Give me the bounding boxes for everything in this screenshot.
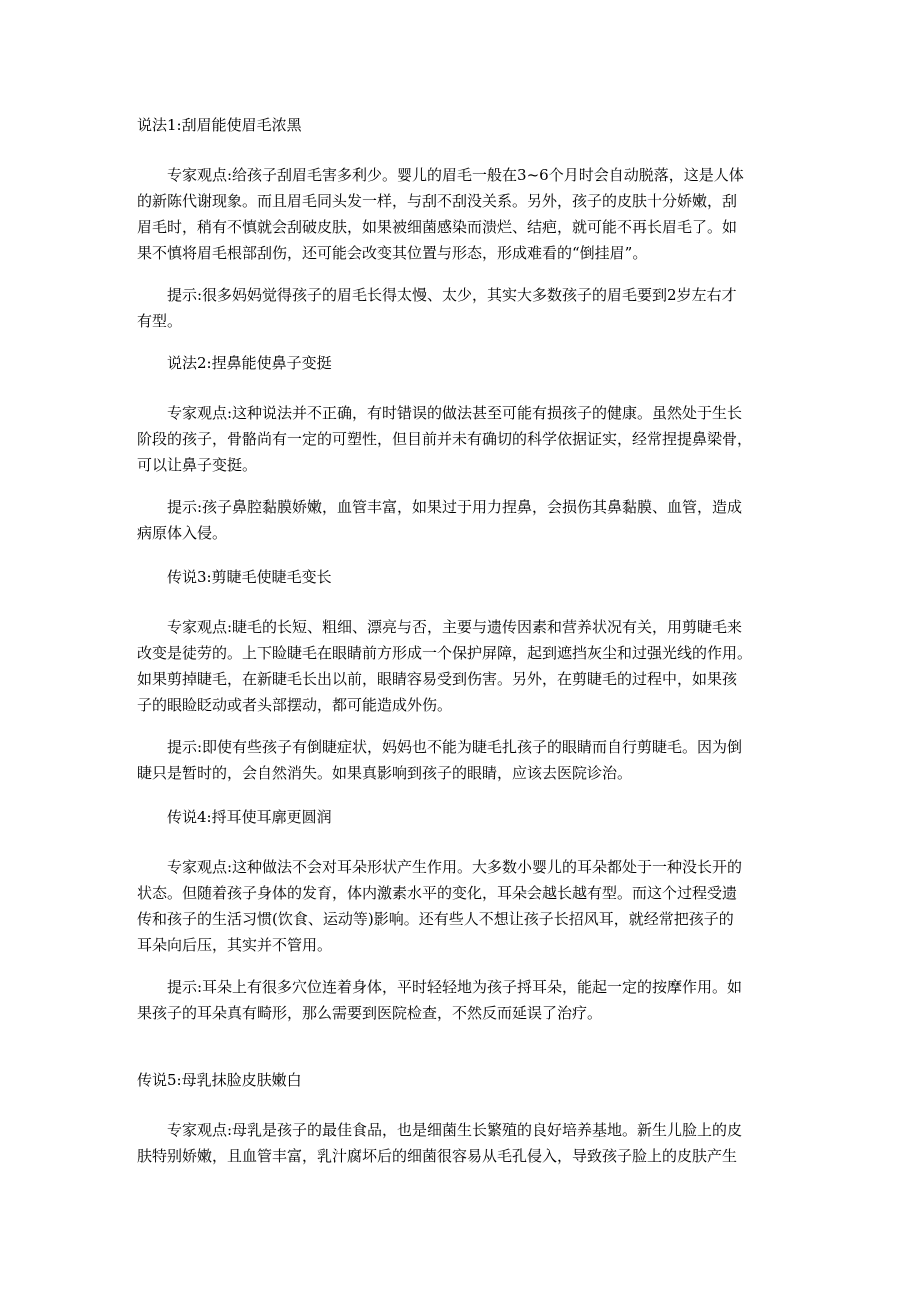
text-line: 如果剪掉睫毛，在新睫毛长出以前，眼睛容易受到伤害。另外，在剪睫毛的过程中，如果孩 (137, 670, 738, 688)
text-line: 耳朵向后压，其实并不管用。 (137, 936, 333, 954)
myth-2-expert-view (137, 400, 785, 478)
text-line: 阶段的孩子，骨骼尚有一定的可塑性，但目前并未有确切的科学依据证实，经常捏提鼻梁骨， (137, 430, 753, 448)
text-line: 提示:即使有些孩子有倒睫症状，妈妈也不能为睫毛扎孩子的眼睛而自行剪睫毛。因为倒 (167, 738, 743, 756)
text-line: 子的眼睑眨动或者头部摆动，都可能造成外伤。 (137, 696, 453, 714)
myth-2-heading: 说法2:捏鼻能使鼻子变挺 (167, 354, 332, 372)
text-line: 的新陈代谢现象。而且眉毛同头发一样，与刮不刮没关系。另外，孩子的皮肤十分娇嫩，刮 (137, 192, 738, 210)
text-line: 肤特别娇嫩，且血管丰富，乳汁腐坏后的细菌很容易从毛孔侵入，导致孩子脸上的皮肤产生 (137, 1147, 738, 1165)
text-line: 专家观点:这种说法并不正确，有时错误的做法甚至可能有损孩子的健康。虽然处于生长 (167, 404, 743, 422)
myth-4-tip (137, 974, 785, 1026)
text-line: 改变是徒劳的。上下睑睫毛在眼睛前方形成一个保护屏障，起到遮挡灰尘和过强光线的作用。 (137, 644, 753, 662)
myth-3-heading: 传说3:剪睫毛使睫毛变长 (167, 568, 332, 586)
myth-5-expert-view (137, 1117, 785, 1169)
myth-1-heading: 说法1:刮眉能使眉毛浓黑 (137, 116, 302, 134)
text-line: 眉毛时，稍有不慎就会刮破皮肤，如果被细菌感染而溃烂、结疤，就可能不再长眉毛了。如 (137, 218, 738, 236)
text-line: 提示:很多妈妈觉得孩子的眉毛长得太慢、太少，其实大多数孩子的眉毛要到2岁左右才 (167, 286, 737, 304)
text-line: 提示:耳朵上有很多穴位连着身体，平时轻轻地为孩子捋耳朵，能起一定的按摩作用。如 (167, 978, 743, 996)
text-line: 专家观点:母乳是孩子的最佳食品，也是细菌生长繁殖的良好培养基地。新生儿脸上的皮 (167, 1121, 743, 1139)
myth-3-tip (137, 734, 785, 786)
text-line: 有型。 (137, 312, 183, 330)
text-line: 可以让鼻子变挺。 (137, 456, 258, 474)
text-line: 提示:孩子鼻腔黏膜娇嫩，血管丰富，如果过于用力捏鼻，会损伤其鼻黏膜、血管，造成 (167, 498, 743, 516)
text-line: 专家观点:睫毛的长短、粗细、漂亮与否，主要与遗传因素和营养状况有关，用剪睫毛来 (167, 618, 743, 636)
myth-5-heading: 传说5:母乳抹脸皮肤嫩白 (137, 1071, 302, 1089)
text-line: 传和孩子的生活习惯(饮食、运动等)影响。还有些人不想让孩子长招风耳，就经常把孩子的 (137, 910, 734, 928)
text-line: 状态。但随着孩子身体的发育，体内激素水平的变化，耳朵会越长越有型。而这个过程受遗 (137, 884, 738, 902)
text-line: 病原体入侵。 (137, 524, 228, 542)
text-line: 果不慎将眉毛根部刮伤，还可能会改变其位置与形态，形成难看的“倒挂眉”。 (137, 244, 648, 262)
myth-1-expert-view (137, 162, 785, 266)
myth-4-expert-view (137, 854, 785, 958)
text-line: 睫只是暂时的，会自然消失。如果真影响到孩子的眼睛，应该去医院诊治。 (137, 764, 633, 782)
myth-3-expert-view (137, 614, 785, 718)
myth-2-tip (137, 494, 785, 546)
text-line: 专家观点:给孩子刮眉毛害多利少。婴儿的眉毛一般在3~6个月时会自动脱落，这是人体 (167, 166, 744, 184)
myth-4-heading: 传说4:捋耳使耳廓更圆润 (167, 808, 332, 826)
text-line: 专家观点:这种做法不会对耳朵形状产生作用。大多数小婴儿的耳朵都处于一种没长开的 (167, 858, 743, 876)
text-line: 果孩子的耳朵真有畸形，那么需要到医院检查，不然反而延误了治疗。 (137, 1004, 603, 1022)
myth-1-tip (137, 282, 785, 334)
